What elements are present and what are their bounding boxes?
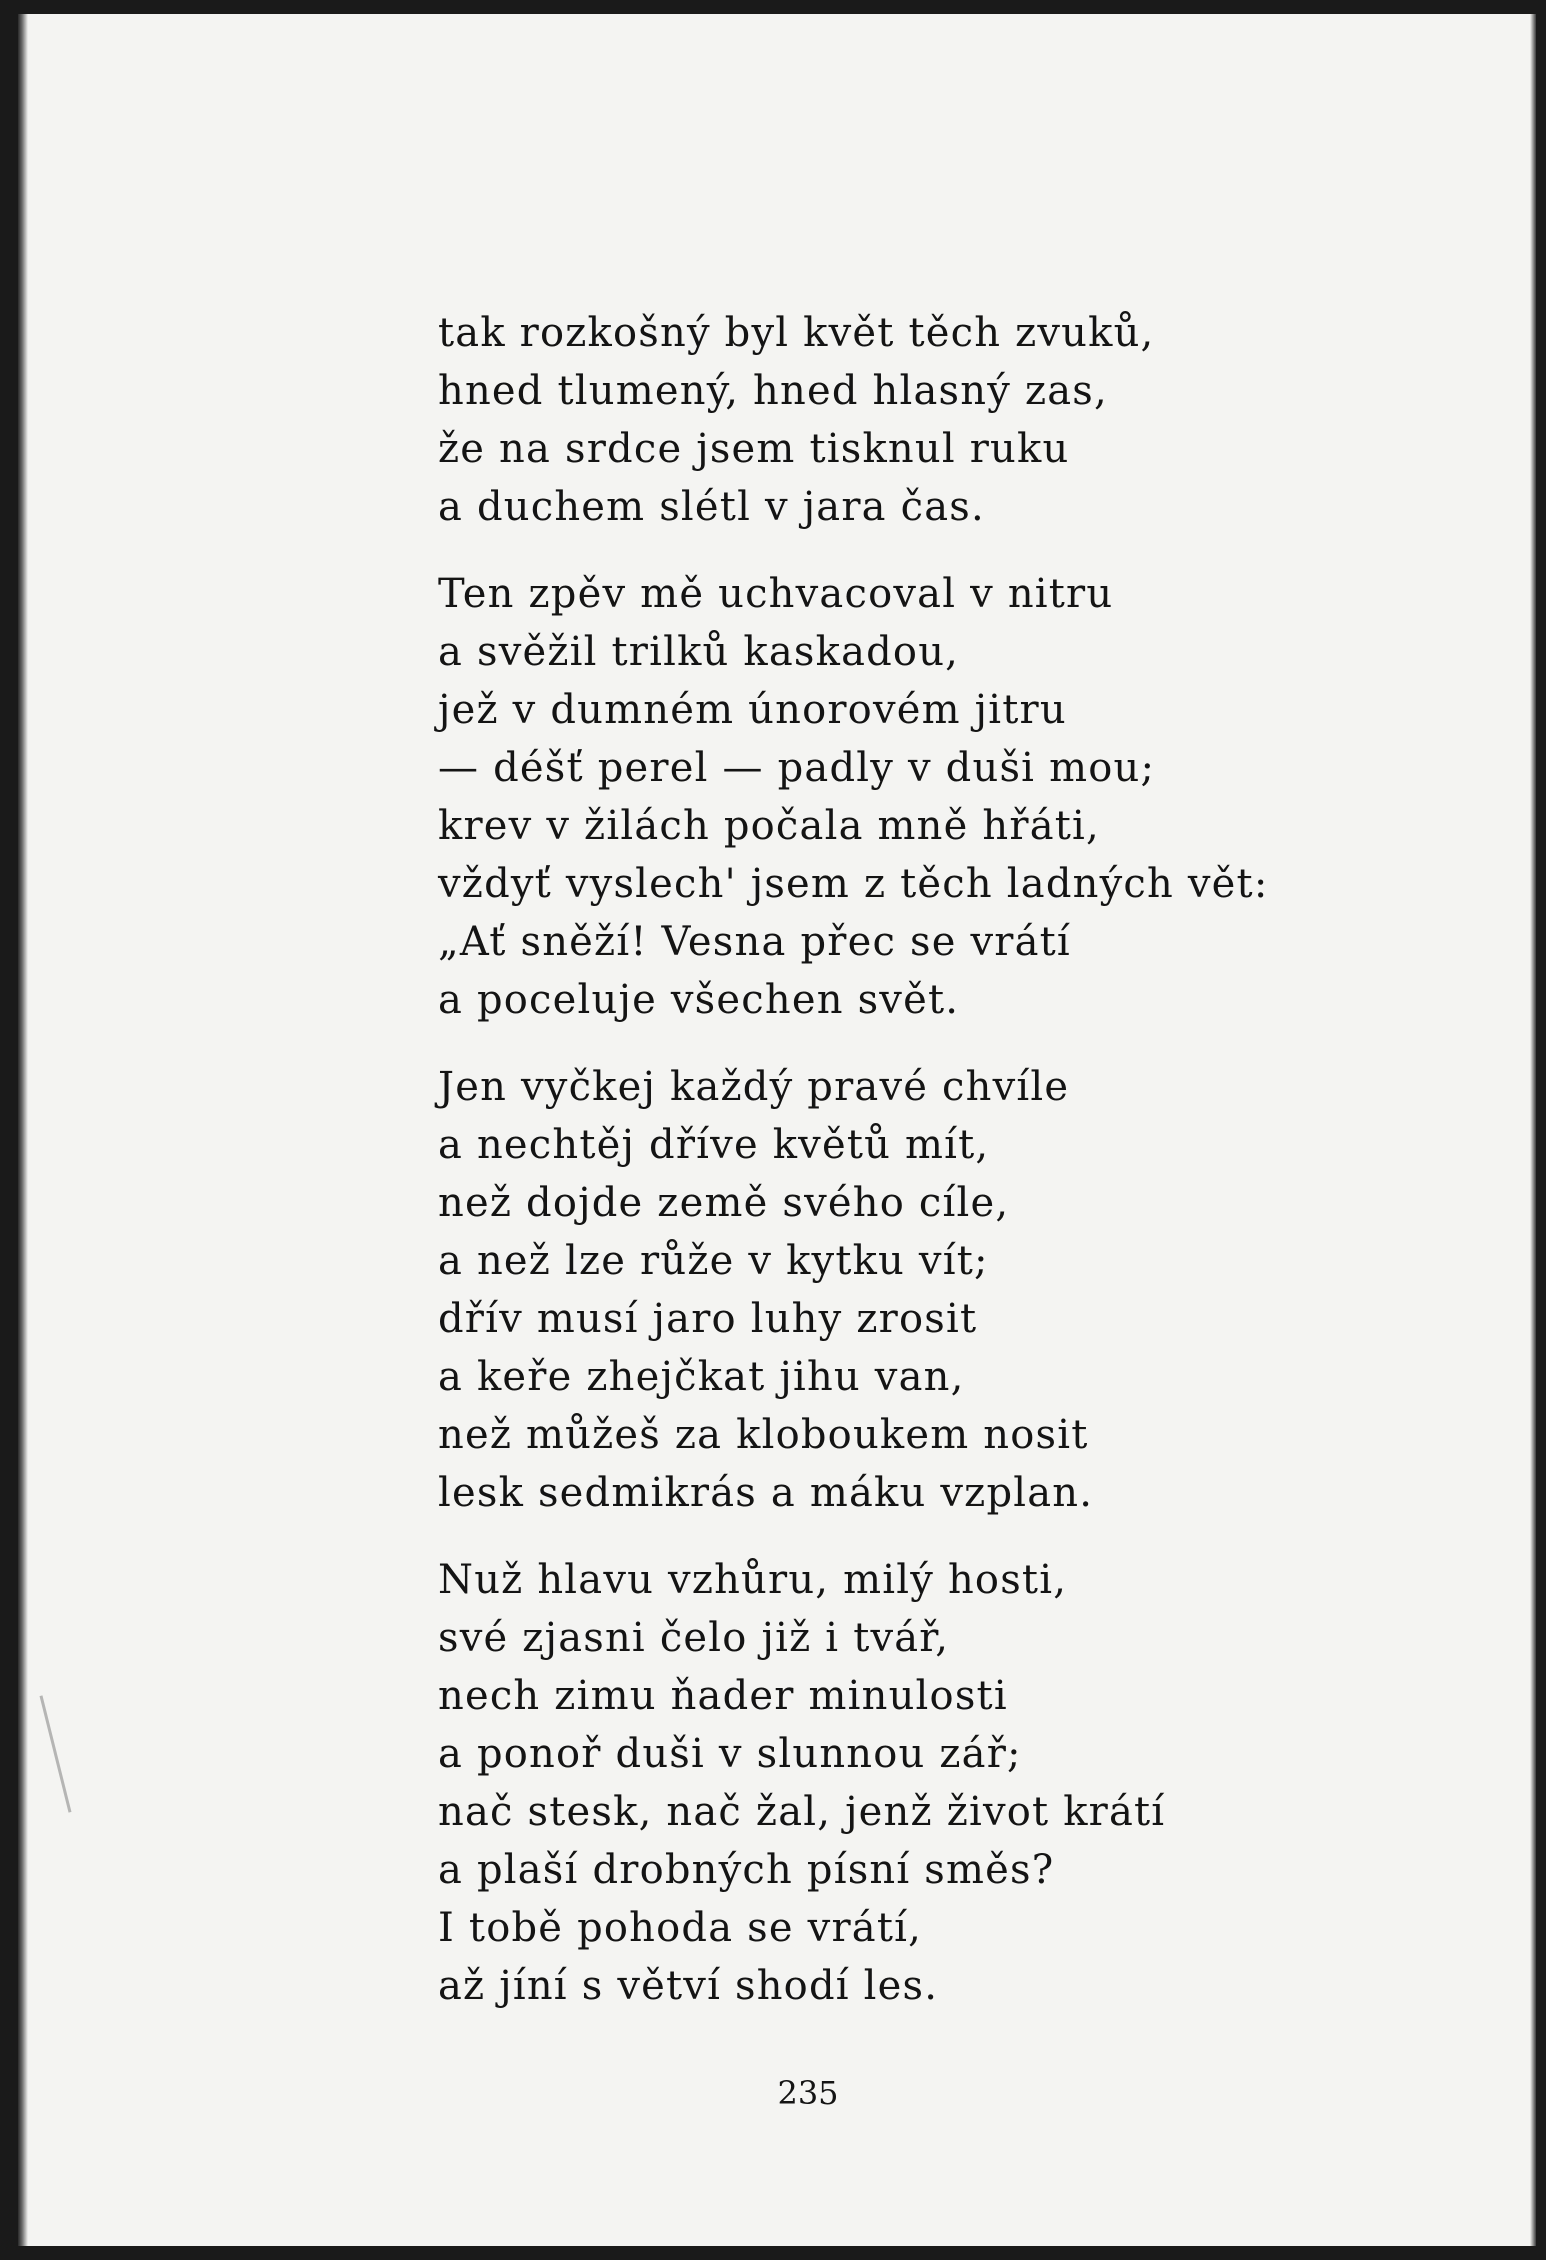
poem-line: než dojde země svého cíle, xyxy=(438,1180,1010,1226)
poem-line: a plaší drobných písní směs? xyxy=(438,1847,1055,1893)
poem-line: vždyť vyslech' jsem z těch ladných vět: xyxy=(438,861,1269,907)
stanza xyxy=(438,1551,1338,2015)
poem-line: a poceluje všechen svět. xyxy=(438,977,960,1023)
poem-line: hned tlumený, hned hlasný zas, xyxy=(438,368,1108,414)
book-page xyxy=(18,14,1536,2246)
poem-line: a ponoř duši v slunnou zář; xyxy=(438,1731,1022,1777)
poem-line: jež v dumném únorovém jitru xyxy=(438,687,1067,733)
poem-line: a duchem slétl v jara čas. xyxy=(438,484,985,530)
poem-line: a svěžil trilků kaskadou, xyxy=(438,629,960,675)
poem-line: a nechtěj dříve květů mít, xyxy=(438,1122,990,1168)
poem-line: krev v žilách počala mně hřáti, xyxy=(438,803,1100,849)
page-number: 235 xyxy=(777,2074,839,2112)
poem-line: — déšť perel — padly v duši mou; xyxy=(438,745,1156,791)
poem-line: Ten zpěv mě uchvacoval v nitru xyxy=(438,571,1114,617)
poem-line: Jen vyčkej každý pravé chvíle xyxy=(438,1064,1070,1110)
poem-line: a keře zhejčkat jihu van, xyxy=(438,1354,965,1400)
stanza xyxy=(438,1058,1338,1522)
poem-line: tak rozkošný byl květ těch zvuků, xyxy=(438,310,1155,356)
page-left-edge-shadow xyxy=(18,14,28,2246)
stanza xyxy=(438,565,1338,1029)
poem-line: „Ať sněží! Vesna přec se vrátí xyxy=(438,919,1071,965)
poem-line: že na srdce jsem tisknul ruku xyxy=(438,426,1070,472)
poem-line: dřív musí jaro luhy zrosit xyxy=(438,1296,978,1342)
poem-line: lesk sedmikrás a máku vzplan. xyxy=(438,1470,1094,1516)
poem-text xyxy=(438,304,1338,2044)
stanza xyxy=(438,304,1338,536)
poem-line: Nuž hlavu vzhůru, milý hosti, xyxy=(438,1557,1068,1603)
page-right-edge-shadow xyxy=(1530,14,1536,2246)
paper-scratch-mark xyxy=(40,1695,72,1812)
poem-line: nač stesk, nač žal, jenž život krátí xyxy=(438,1789,1166,1835)
poem-line: a než lze růže v kytku vít; xyxy=(438,1238,989,1284)
poem-line: své zjasni čelo již i tvář, xyxy=(438,1615,950,1661)
poem-line: než můžeš za kloboukem nosit xyxy=(438,1412,1089,1458)
poem-line: nech zimu ňader minulosti xyxy=(438,1673,1008,1719)
poem-line: I tobě pohoda se vrátí, xyxy=(438,1905,923,1951)
poem-line: až jíní s větví shodí les. xyxy=(438,1963,939,2009)
